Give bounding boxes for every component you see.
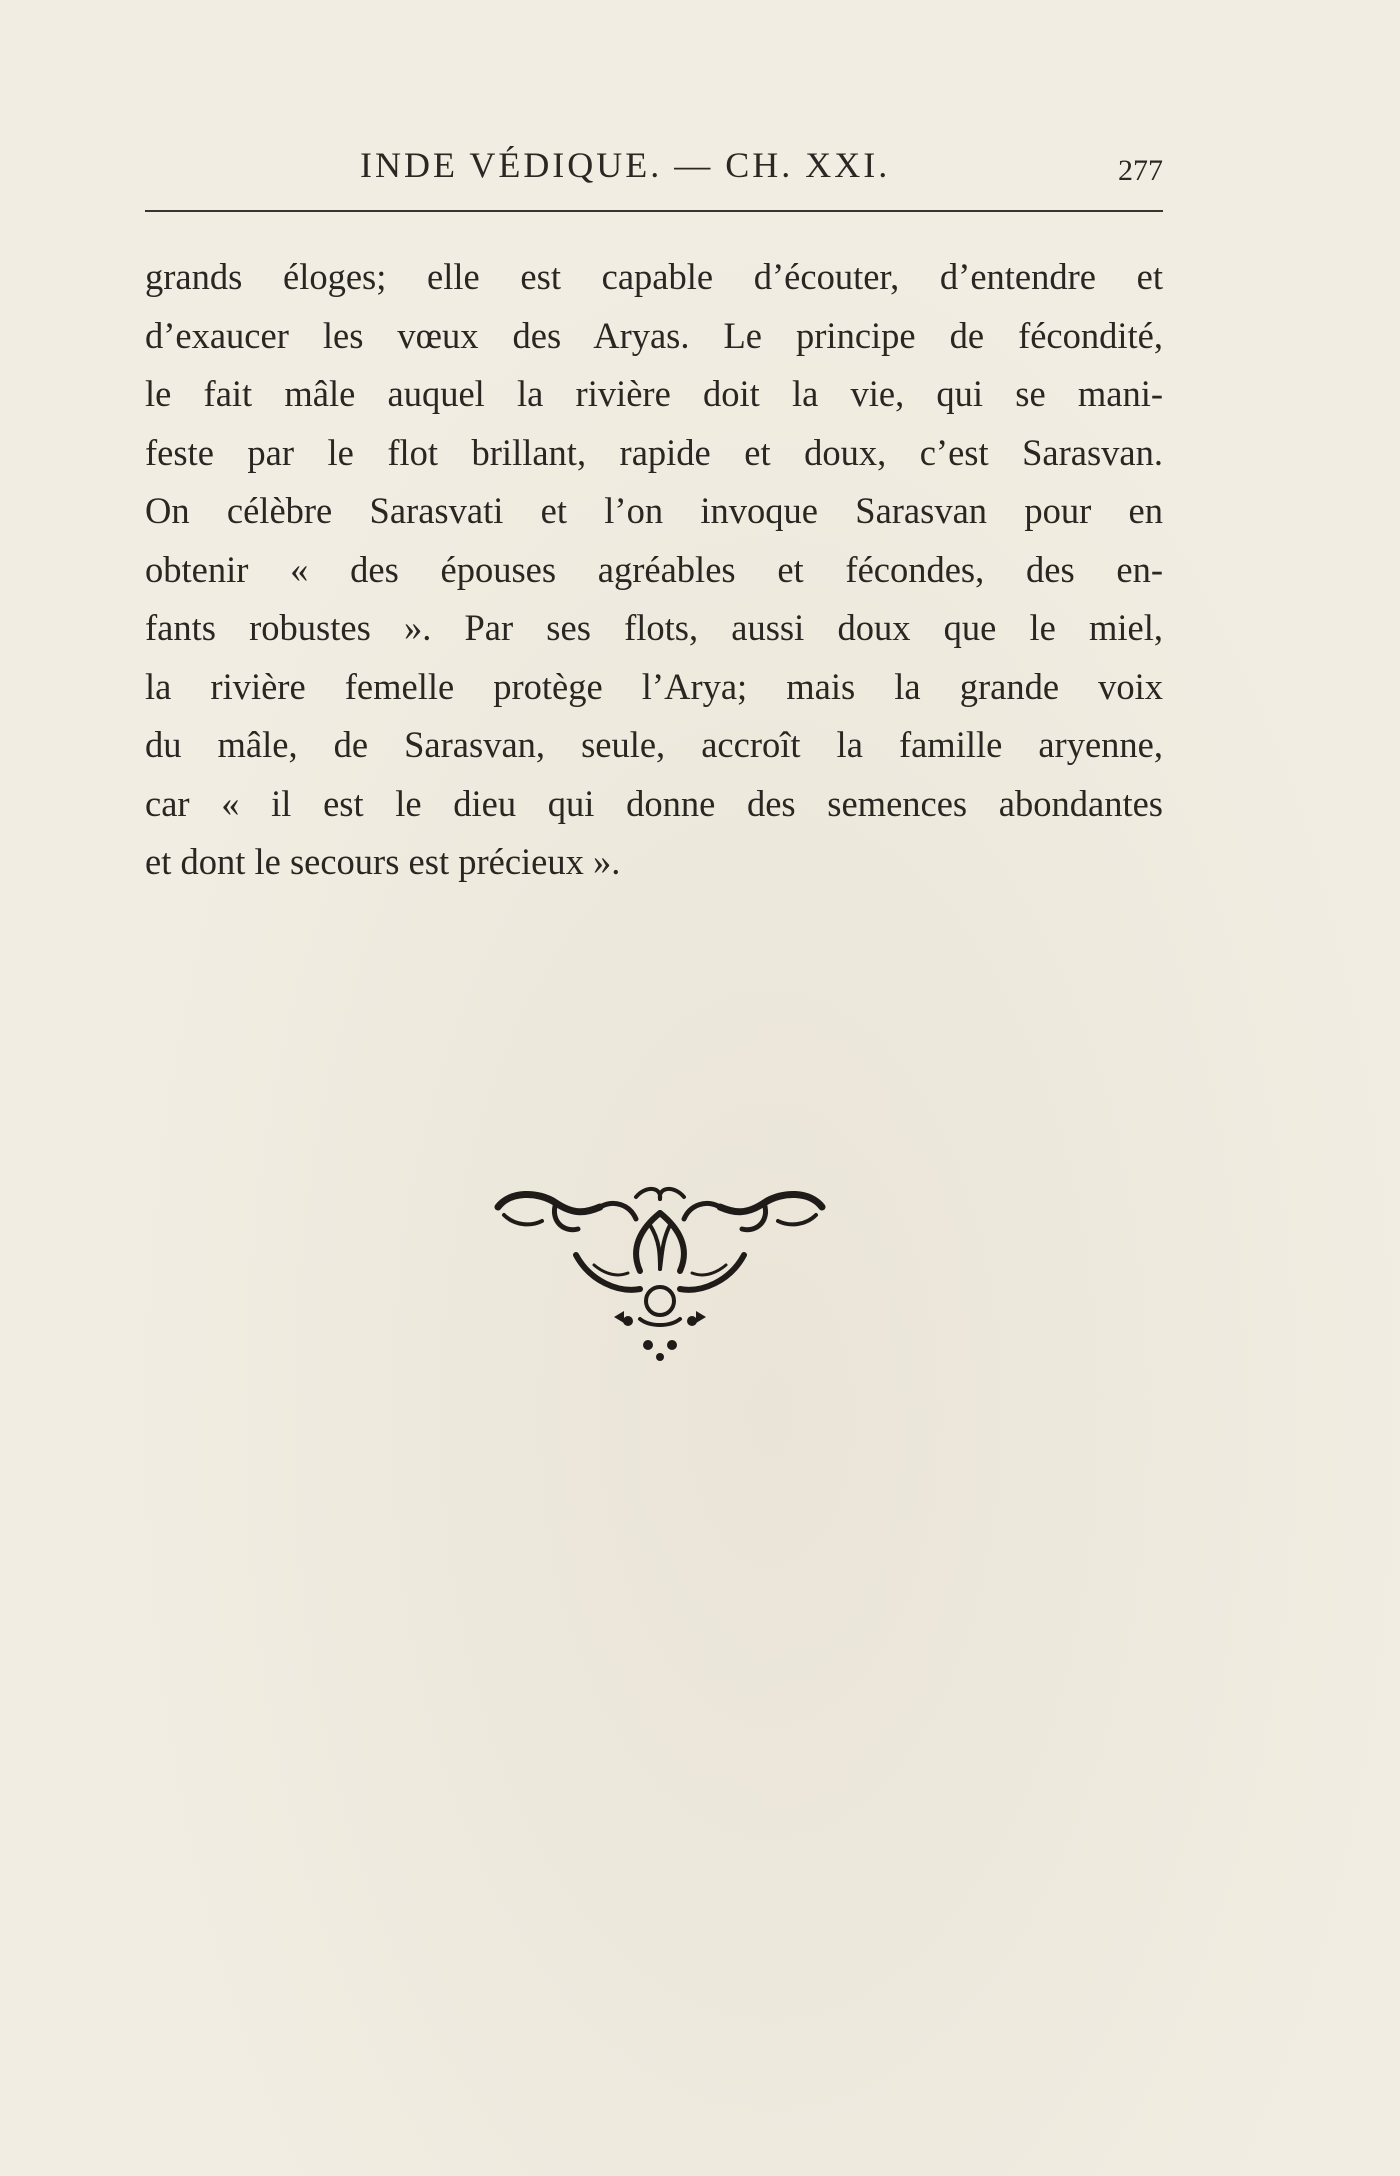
text-line: feste par le flot brillant, rapide et doux, c’est Sarasvan. <box>145 431 1163 473</box>
text-line: et dont le secours est précieux ». <box>145 841 621 882</box>
text-line: le fait mâle auquel la rivière doit la vie, qui se mani- <box>145 373 1163 414</box>
text-line: la rivière femelle protège l’Arya; mais la grande voix <box>145 665 1163 707</box>
text-line: car « il est le dieu qui donne des semences abondantes <box>145 782 1163 824</box>
tailpiece-ornament-icon <box>490 1185 830 1365</box>
text-line: On célèbre Sarasvati et l’on invoque Sarasvan pour en <box>145 490 1163 531</box>
page-number: 277 <box>1118 154 1163 187</box>
page-header <box>145 140 1163 190</box>
text-line: d’exaucer les vœux des Aryas. Le principe de fécondité, <box>145 314 1163 356</box>
running-head: INDE VÉDIQUE. — CH. XXI. <box>360 145 891 185</box>
text-line: obtenir « des épouses agréables et fécondes, des en- <box>145 548 1163 590</box>
header-rule <box>145 210 1163 212</box>
text-line: grands éloges; elle est capable d’écouter, d’entendre et <box>145 256 1163 297</box>
body-text <box>145 248 1163 892</box>
text-line: du mâle, de Sarasvan, seule, accroît la famille aryenne, <box>145 724 1163 765</box>
text-line: fants robustes ». Par ses flots, aussi doux que le miel, <box>145 607 1163 648</box>
